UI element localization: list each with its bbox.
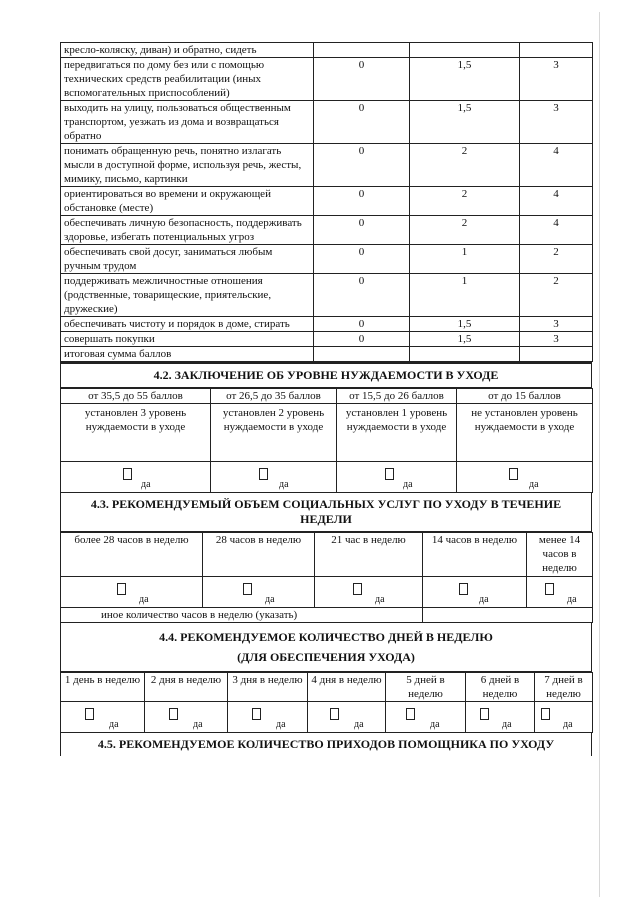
level-cell: не установлен уровень нуждаемости в уходе bbox=[457, 404, 593, 462]
days-table bbox=[60, 672, 593, 733]
day-checkbox-cell[interactable] bbox=[466, 702, 535, 733]
day-option: 1 день в неделю bbox=[61, 673, 145, 702]
checkbox-icon[interactable] bbox=[541, 708, 550, 720]
score-value: 3 bbox=[520, 58, 593, 101]
section-4-4-title bbox=[60, 623, 592, 672]
score-value: 0 bbox=[314, 101, 410, 144]
score-value: 1,5 bbox=[410, 317, 520, 332]
range-cell: от до 15 баллов bbox=[457, 389, 593, 404]
score-row bbox=[61, 245, 593, 274]
score-table bbox=[60, 42, 593, 362]
yes-label: да bbox=[403, 479, 413, 490]
score-value: 4 bbox=[520, 144, 593, 187]
day-checkbox-cell[interactable] bbox=[228, 702, 308, 733]
score-row bbox=[61, 274, 593, 317]
level-cell: установлен 3 уровень нуждаемости в уходе bbox=[61, 404, 211, 462]
score-row-label: обеспечивать чистоту и порядок в доме, стирать bbox=[61, 317, 314, 332]
hours-option: 14 часов в неделю bbox=[423, 533, 527, 577]
score-value: 2 bbox=[410, 144, 520, 187]
hours-option: менее 14 часов в неделю bbox=[527, 533, 593, 577]
checkbox-icon[interactable] bbox=[459, 583, 468, 595]
yes-label: да bbox=[563, 719, 573, 730]
level-checkbox-row bbox=[61, 462, 593, 493]
score-row-label: обеспечивать свой досуг, заниматься любым ручным трудом bbox=[61, 245, 314, 274]
score-row-label: поддерживать межличностные отношения (родственные, товарищеские, приятельские, дружеские) bbox=[61, 274, 314, 317]
yes-label: да bbox=[265, 594, 275, 605]
score-value: 1 bbox=[410, 245, 520, 274]
level-3-checkbox-cell[interactable] bbox=[61, 462, 211, 493]
score-value: 1,5 bbox=[410, 58, 520, 101]
score-value bbox=[520, 43, 593, 58]
checkbox-icon[interactable] bbox=[406, 708, 415, 720]
yes-label: да bbox=[529, 479, 539, 490]
day-checkbox-cell[interactable] bbox=[535, 702, 593, 733]
score-row bbox=[61, 101, 593, 144]
hours-options-row bbox=[61, 533, 593, 577]
hours-option: 21 час в неделю bbox=[315, 533, 423, 577]
score-row bbox=[61, 317, 593, 332]
section-4-4-title-line1: 4.4. РЕКОМЕНДУЕМОЕ КОЛИЧЕСТВО ДНЕЙ В НЕДЕЛЮ bbox=[159, 630, 493, 644]
score-row bbox=[61, 58, 593, 101]
score-row-label: кресло-коляску, диван) и обратно, сидеть bbox=[61, 43, 314, 58]
score-row-label: обеспечивать личную безопасность, поддерживать здоровье, избегать потенциальных угроз bbox=[61, 216, 314, 245]
section-4-2-title: 4.2. ЗАКЛЮЧЕНИЕ ОБ УРОВНЕ НУЖДАЕМОСТИ В УХОДЕ bbox=[60, 362, 592, 388]
score-value: 2 bbox=[520, 245, 593, 274]
score-row-label: выходить на улицу, пользоваться общественным транспортом, уезжать из дома и возвращаться обратно bbox=[61, 101, 314, 144]
hours-checkbox-cell[interactable] bbox=[527, 577, 593, 608]
score-value: 0 bbox=[314, 274, 410, 317]
hours-table bbox=[60, 532, 593, 623]
checkbox-icon[interactable] bbox=[545, 583, 554, 595]
yes-label: да bbox=[430, 719, 440, 730]
day-option: 6 дней в неделю bbox=[466, 673, 535, 702]
score-value: 0 bbox=[314, 187, 410, 216]
score-value: 2 bbox=[520, 274, 593, 317]
yes-label: да bbox=[109, 719, 119, 730]
yes-label: да bbox=[276, 719, 286, 730]
score-value: 0 bbox=[314, 245, 410, 274]
checkbox-icon[interactable] bbox=[85, 708, 94, 720]
level-2-checkbox-cell[interactable] bbox=[211, 462, 337, 493]
score-value: 4 bbox=[520, 216, 593, 245]
yes-label: да bbox=[141, 479, 151, 490]
yes-label: да bbox=[279, 479, 289, 490]
score-row-label: передвигаться по дому без или с помощью технических средств реабилитации (иных вспомогательных приспособлений) bbox=[61, 58, 314, 101]
score-value: 1 bbox=[410, 274, 520, 317]
day-option: 3 дня в неделю bbox=[228, 673, 308, 702]
level-cell: установлен 2 уровень нуждаемости в уходе bbox=[211, 404, 337, 462]
levels-row bbox=[61, 404, 593, 462]
score-value: 0 bbox=[314, 144, 410, 187]
score-row bbox=[61, 187, 593, 216]
day-option: 5 дней в неделю bbox=[386, 673, 466, 702]
score-row bbox=[61, 43, 593, 58]
checkbox-icon[interactable] bbox=[385, 468, 394, 480]
yes-label: да bbox=[375, 594, 385, 605]
score-value bbox=[410, 43, 520, 58]
hours-option: более 28 часов в неделю bbox=[61, 533, 203, 577]
range-cell: от 15,5 до 26 баллов bbox=[337, 389, 457, 404]
days-options-row bbox=[61, 673, 593, 702]
section-4-5-title: 4.5. РЕКОМЕНДУЕМОЕ КОЛИЧЕСТВО ПРИХОДОВ ПОМОЩНИКА ПО УХОДУ bbox=[60, 733, 592, 756]
score-row bbox=[61, 144, 593, 187]
page-edge-line bbox=[599, 12, 600, 897]
score-value: 2 bbox=[410, 187, 520, 216]
total-row bbox=[61, 347, 593, 362]
score-row-label: совершать покупки bbox=[61, 332, 314, 347]
day-option: 7 дней в неделю bbox=[535, 673, 593, 702]
checkbox-icon[interactable] bbox=[480, 708, 489, 720]
day-checkbox-cell[interactable] bbox=[61, 702, 145, 733]
score-value: 3 bbox=[520, 317, 593, 332]
hours-checkbox-cell[interactable] bbox=[61, 577, 203, 608]
checkbox-icon[interactable] bbox=[169, 708, 178, 720]
score-value: 0 bbox=[314, 332, 410, 347]
score-value: 1,5 bbox=[410, 101, 520, 144]
checkbox-icon[interactable] bbox=[509, 468, 518, 480]
days-checkbox-row bbox=[61, 702, 593, 733]
score-value: 4 bbox=[520, 187, 593, 216]
hours-checkbox-row bbox=[61, 577, 593, 608]
score-row-label: ориентироваться во времени и окружающей обстановке (месте) bbox=[61, 187, 314, 216]
score-row bbox=[61, 216, 593, 245]
section-4-3-title: 4.3. РЕКОМЕНДУЕМЫЙ ОБЪЕМ СОЦИАЛЬНЫХ УСЛУГ ПО УХОДУ В ТЕЧЕНИЕ НЕДЕЛИ bbox=[60, 493, 592, 532]
hours-checkbox-cell[interactable] bbox=[315, 577, 423, 608]
score-value: 1,5 bbox=[410, 332, 520, 347]
score-value: 0 bbox=[314, 58, 410, 101]
yes-label: да bbox=[567, 594, 577, 605]
yes-label: да bbox=[502, 719, 512, 730]
day-checkbox-cell[interactable] bbox=[386, 702, 466, 733]
day-option: 4 дня в неделю bbox=[308, 673, 386, 702]
hours-option: 28 часов в неделю bbox=[203, 533, 315, 577]
other-hours-label: иное количество часов в неделю (указать) bbox=[61, 608, 423, 623]
score-row-label: понимать обращенную речь, понятно излагать мысли в доступной форме, используя речь, жесты, мимику, письмо, картинки bbox=[61, 144, 314, 187]
document-page bbox=[60, 42, 592, 756]
score-value: 3 bbox=[520, 332, 593, 347]
score-value: 0 bbox=[314, 216, 410, 245]
range-cell: от 26,5 до 35 баллов bbox=[211, 389, 337, 404]
yes-label: да bbox=[354, 719, 364, 730]
checkbox-icon[interactable] bbox=[330, 708, 339, 720]
total-label: итоговая сумма баллов bbox=[61, 347, 314, 362]
day-checkbox-cell[interactable] bbox=[145, 702, 228, 733]
score-value: 0 bbox=[314, 317, 410, 332]
day-option: 2 дня в неделю bbox=[145, 673, 228, 702]
range-cell: от 35,5 до 55 баллов bbox=[61, 389, 211, 404]
level-1-checkbox-cell[interactable] bbox=[337, 462, 457, 493]
level-cell: установлен 1 уровень нуждаемости в уходе bbox=[337, 404, 457, 462]
need-level-table bbox=[60, 388, 593, 493]
yes-label: да bbox=[139, 594, 149, 605]
checkbox-icon[interactable] bbox=[243, 583, 252, 595]
checkbox-icon[interactable] bbox=[252, 708, 261, 720]
score-value bbox=[314, 43, 410, 58]
yes-label: да bbox=[193, 719, 203, 730]
checkbox-icon[interactable] bbox=[123, 468, 132, 480]
section-4-4-title-line2: (ДЛЯ ОБЕСПЕЧЕНИЯ УХОДА) bbox=[237, 650, 415, 664]
ranges-row bbox=[61, 389, 593, 404]
checkbox-icon[interactable] bbox=[117, 583, 126, 595]
level-none-checkbox-cell[interactable] bbox=[457, 462, 593, 493]
other-hours-row bbox=[61, 608, 593, 623]
score-value: 2 bbox=[410, 216, 520, 245]
day-checkbox-cell[interactable] bbox=[308, 702, 386, 733]
yes-label: да bbox=[479, 594, 489, 605]
checkbox-icon[interactable] bbox=[259, 468, 268, 480]
checkbox-icon[interactable] bbox=[353, 583, 362, 595]
hours-checkbox-cell[interactable] bbox=[423, 577, 527, 608]
score-value: 3 bbox=[520, 101, 593, 144]
other-hours-input[interactable] bbox=[423, 608, 593, 623]
hours-checkbox-cell[interactable] bbox=[203, 577, 315, 608]
score-row bbox=[61, 332, 593, 347]
